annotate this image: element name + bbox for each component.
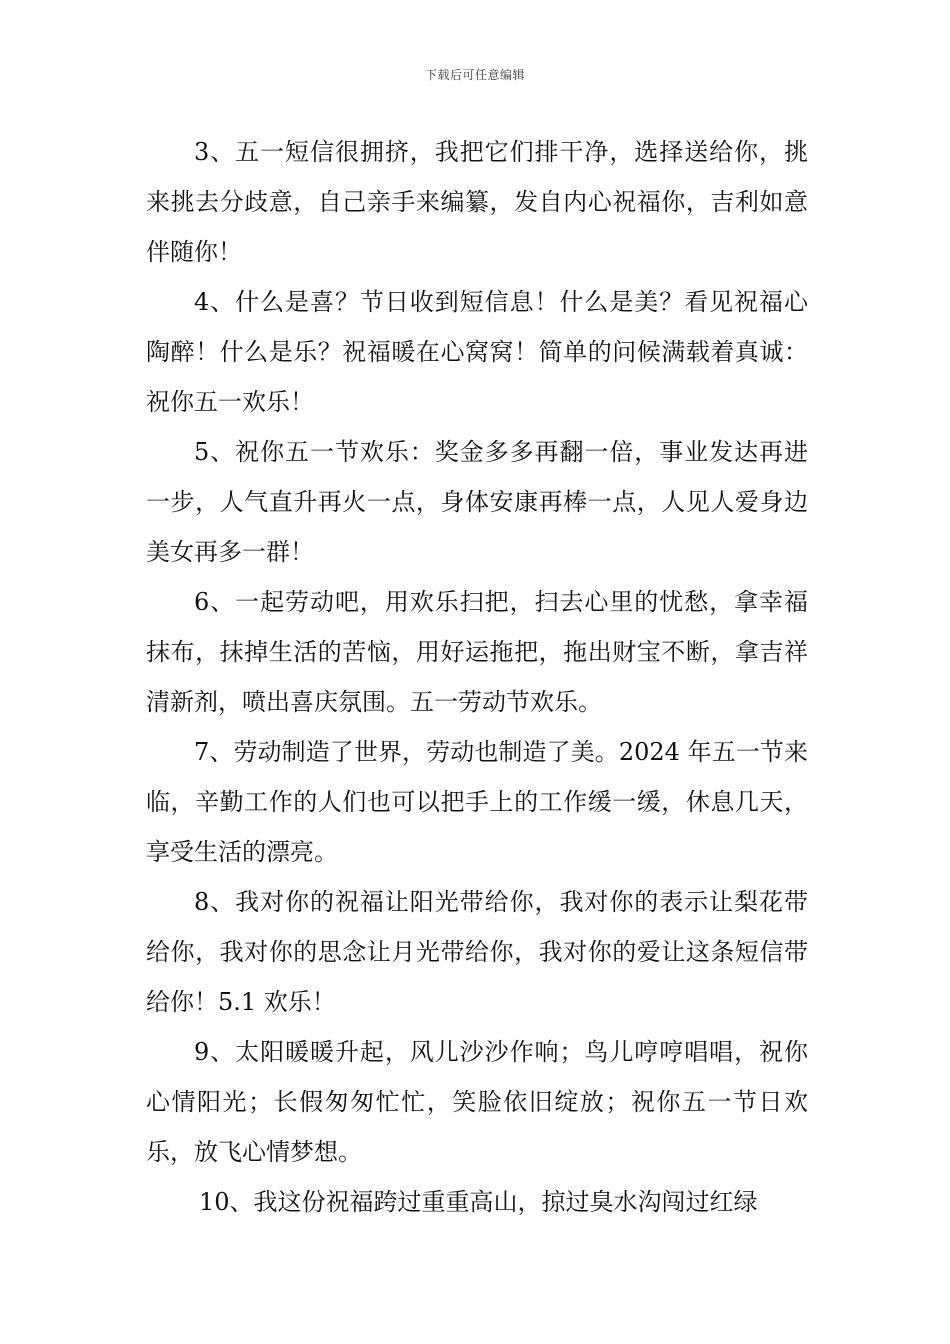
paragraph-9: 9、太阳暖暖升起，风儿沙沙作响；鸟儿哼哼唱唱，祝你心情阳光；长假匆匆忙忙，笑脸依旧绽放；祝你五一节日欢乐，放飞心情梦想。 (146, 1038, 808, 1166)
paragraph-5: 5、祝你五一节欢乐：奖金多多再翻一倍，事业发达再进一步，人气直升再火一点，身体安康再棒一点，人见人爱身边美女再多一群！ (146, 438, 808, 566)
document-body (146, 127, 808, 1227)
paragraph-8: 8、我对你的祝福让阳光带给你，我对你的表示让梨花带给你，我对你的思念让月光带给你，我对你的爱让这条短信带给你！5.1 欢乐！ (146, 888, 808, 1016)
page-header: 下载后可任意编辑 (424, 68, 525, 82)
paragraph-10: 10、我这份祝福跨过重重高山，掠过臭水沟闯过红绿 (199, 1188, 758, 1216)
paragraph-6: 6、一起劳动吧，用欢乐扫把，扫去心里的忧愁，拿幸福抹布，抹掉生活的苦恼，用好运拖把，拖出财宝不断，拿吉祥清新剂，喷出喜庆氛围。五一劳动节欢乐。 (146, 588, 808, 716)
paragraph-4: 4、什么是喜？节日收到短信息！什么是美？看见祝福心陶醉！什么是乐？祝福暖在心窝窝！简单的问候满载着真诚：祝你五一欢乐！ (146, 288, 808, 416)
paragraph-7: 7、劳动制造了世界，劳动也制造了美。2024 年五一节来临，辛勤工作的人们也可以把手上的工作缓一缓，休息几天，享受生活的漂亮。 (146, 738, 808, 866)
paragraph-3: 3、五一短信很拥挤，我把它们排干净，选择送给你，挑来挑去分歧意，自己亲手来编纂，发自内心祝福你，吉利如意伴随你！ (146, 138, 808, 266)
